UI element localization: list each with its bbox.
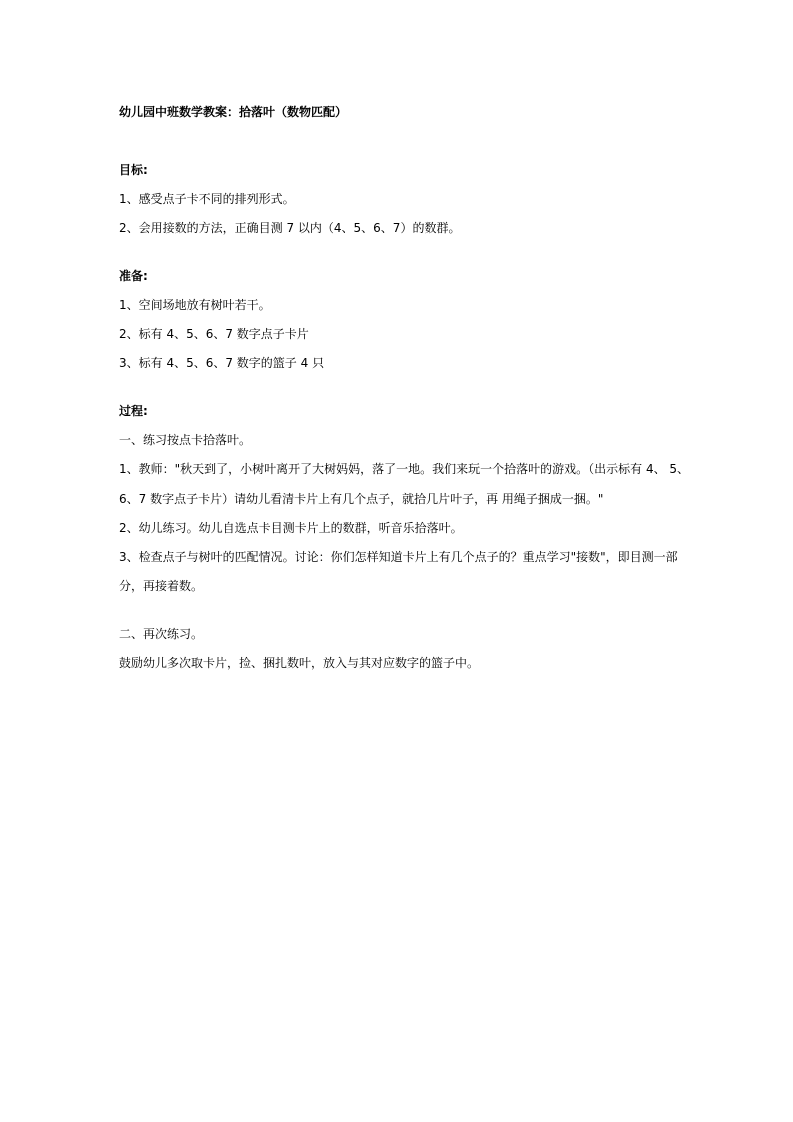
process-line-8: 鼓励幼儿多次取卡片，捡、捆扎数叶，放入与其对应数字的篮子中。	[119, 656, 480, 670]
goal-item-2: 2、会用接数的方法，正确目测 7 以内（4、5、6、7）的数群。	[119, 221, 461, 235]
section-heading-process: 过程:	[119, 404, 148, 418]
process-line-6: 分，再接着数。	[119, 579, 204, 593]
process-line-2: 1、教师："秋天到了，小树叶离开了大树妈妈，落了一地。我们来玩一个拾落叶的游戏。（出示标有 4、 5、	[119, 462, 690, 476]
process-line-4: 2、幼儿练习。幼儿自选点卡目测卡片上的数群，听音乐拾落叶。	[119, 521, 463, 535]
process-line-3: 6、7 数字点子卡片）请幼儿看清卡片上有几个点子，就拾几片叶子，再 用绳子捆成一捆。"	[119, 492, 604, 506]
process-line-1: 一、练习按点卡拾落叶。	[119, 433, 252, 447]
prep-item-1: 1、空间场地放有树叶若干。	[119, 298, 271, 312]
prep-item-3: 3、标有 4、5、6、7 数字的篮子 4 只	[119, 356, 325, 370]
document-title: 幼儿园中班数学教案：拾落叶（数物匹配）	[119, 105, 348, 119]
section-heading-goal: 目标:	[119, 163, 148, 177]
section-heading-prep: 准备:	[119, 269, 148, 283]
process-line-5: 3、检查点子与树叶的匹配情况。讨论：你们怎样知道卡片上有几个点子的？重点学习"接数"，即目测一部	[119, 550, 678, 564]
prep-item-2: 2、标有 4、5、6、7 数字点子卡片	[119, 327, 309, 341]
process-line-7: 二、再次练习。	[119, 627, 204, 641]
goal-item-1: 1、感受点子卡不同的排列形式。	[119, 192, 295, 206]
document-page	[119, 0, 690, 1122]
